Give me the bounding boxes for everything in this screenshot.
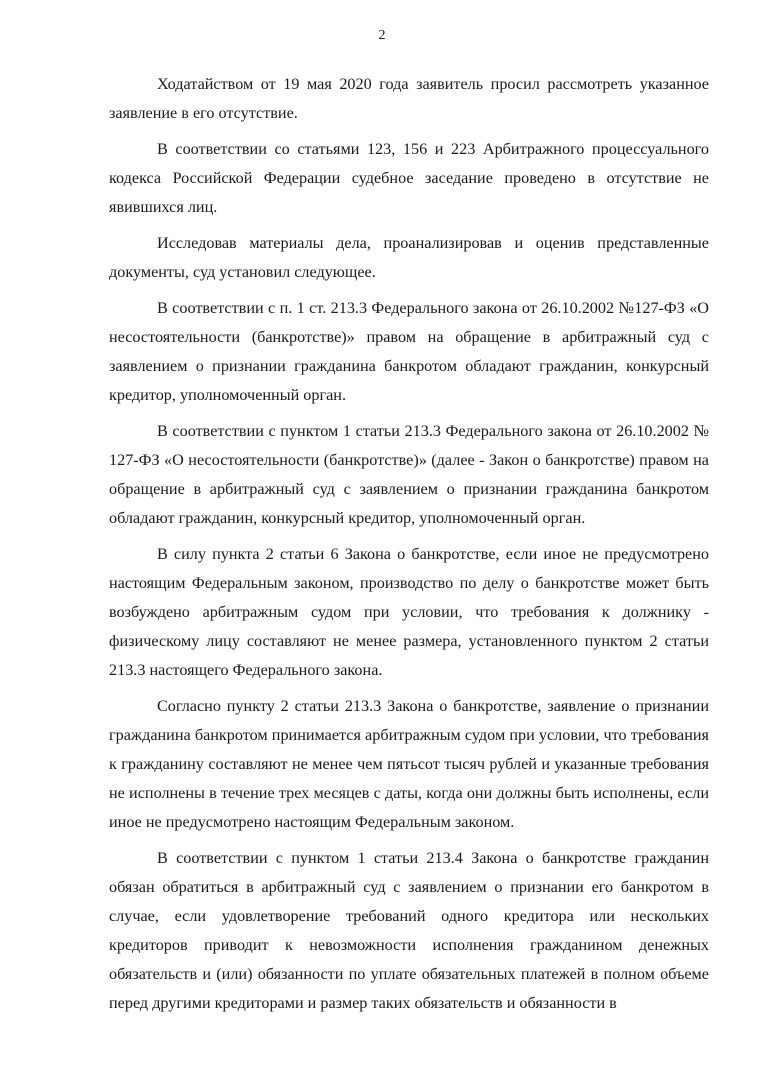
paragraph-article-6: В силу пункта 2 статьи 6 Закона о банкротстве, если иное не предусмотрено настоящим Федеральным законом, производство по делу о банкротстве может быть возбуждено арбитражным судом при условии, что требования к должнику - физическому лицу составляют не менее размера, установленного пунктом 2 статьи 213.3 настоящего Федерального закона. [109, 545, 709, 679]
paragraph-petition: Ходатайством от 19 мая 2020 года заявитель просил рассмотреть указанное заявление в его отсутствие. [109, 75, 709, 122]
paragraph-article-213-3: Согласно пункту 2 статьи 213.3 Закона о банкротстве, заявление о признании гражданина банкротом принимается арбитражным судом при условии, что требования к гражданину составляют не менее чем пятьсот тысяч рублей и указанные требования не исполнены в течение трех месяцев с даты, когда они должны быть исполнены, если иное не предусмотрено настоящим Федеральным законом. [109, 697, 709, 831]
document-body [109, 70, 709, 1025]
paragraph-article-213-4: В соответствии с пунктом 1 статьи 213.4 Закона о банкротстве гражданин обязан обратиться в арбитражный суд с заявлением о признании его банкротом в случае, если удовлетворение требований одного кредитора или нескольких кредиторов приводит к невозможности исполнения гражданином денежных обязательств и (или) обязанности по уплате обязательных платежей в полном объеме перед другими кредиторами и размер таких обязательств и обязанности в [109, 849, 709, 1012]
paragraph-right-to-apply-law: В соответствии с пунктом 1 статьи 213.3 Федерального закона от 26.10.2002 № 127-ФЗ «О несостоятельности (банкротстве)» (далее - Закон о банкротстве) правом на обращение в арбитражный суд с заявлением о признании гражданина банкротом обладают гражданин, конкурсный кредитор, уполномоченный орган. [109, 422, 709, 527]
paragraph-right-to-apply: В соответствии с п. 1 ст. 213.3 Федерального закона от 26.10.2002 №127-ФЗ «О несостоятельности (банкротстве)» правом на обращение в арбитражный суд с заявлением о признании гражданина банкротом обладают гражданин, конкурсный кредитор, уполномоченный орган. [109, 299, 709, 404]
page-number: 2 [378, 28, 386, 43]
paragraph-court-findings: Исследовав материалы дела, проанализировав и оценив представленные документы, суд установил следующее. [109, 234, 709, 281]
paragraph-hearing-absence: В соответствии со статьями 123, 156 и 223 Арбитражного процессуального кодекса Российской Федерации судебное заседание проведено в отсутствие не явившихся лиц. [109, 140, 709, 216]
